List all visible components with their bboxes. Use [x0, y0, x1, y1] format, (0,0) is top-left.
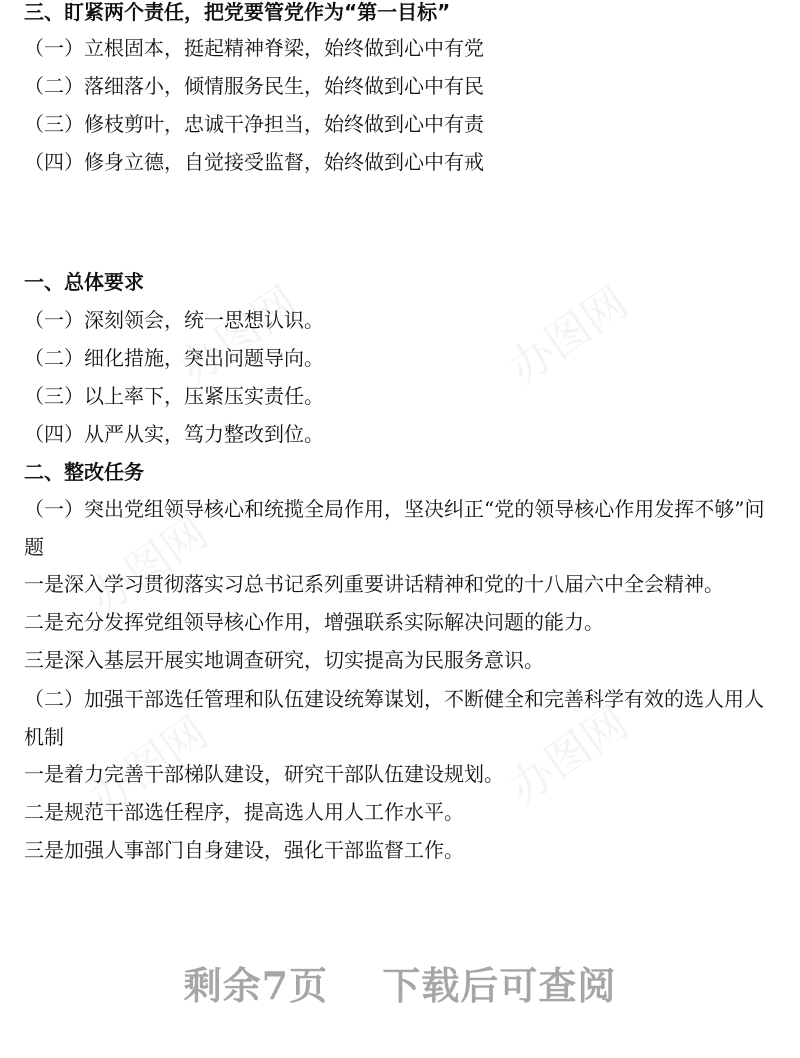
part2-sub1-item: 一是深入学习贯彻落实习总书记系列重要讲话精神和党的十八届六中全会精神。 — [24, 572, 724, 596]
part2-sub2-item: 一是着力完善干部梯队建设，研究干部队伍建设规划。 — [24, 762, 504, 786]
part2-sub2-item: 二是规范干部选任程序，提高选人用人工作水平。 — [24, 800, 464, 824]
part2-sub1-title: （一）突出党组领导核心和统揽全局作用，坚决纠正“党的领导核心作用发挥不够”问题 — [24, 497, 765, 559]
part1-item: （三）以上率下，压紧压实责任。 — [24, 384, 324, 408]
part2-heading: 二、整改任务 — [24, 460, 144, 484]
remaining-pages-text: 剩余7页 — [183, 963, 329, 1008]
download-to-view-text: 下载后可查阅 — [382, 963, 617, 1008]
part1-item: （四）从严从实，笃力整改到位。 — [24, 422, 324, 446]
part1-item: （一）深刻领会，统一思想认识。 — [24, 308, 324, 332]
part2-sub2-item: 三是加强人事部门自身建设，强化干部监督工作。 — [24, 838, 464, 862]
part2-sub1-item: 二是充分发挥党组领导核心作用，增强联系实际解决问题的能力。 — [24, 610, 604, 634]
section3-item: （二）落细落小，倾情服务民生，始终做到心中有民 — [24, 74, 484, 98]
part1-heading: 一、总体要求 — [24, 270, 144, 294]
section3-item: （三）修枝剪叶，忠诚干净担当，始终做到心中有责 — [24, 112, 484, 136]
part2-sub2-title: （二）加强干部选任管理和队伍建设统筹谋划，不断健全和完善科学有效的选人用人机制 — [24, 687, 764, 749]
part1-item: （二）细化措施，突出问题导向。 — [24, 346, 324, 370]
section3-item: （四）修身立德，自觉接受监督，始终做到心中有戒 — [24, 150, 484, 174]
part2-sub1-item: 三是深入基层开展实地调查研究，切实提高为民服务意识。 — [24, 648, 544, 672]
section3-heading: 三、盯紧两个责任，把党要管党作为“第一目标” — [24, 0, 451, 24]
download-prompt — [0, 955, 800, 1010]
section3-item: （一）立根固本，挺起精神脊梁，始终做到心中有党 — [24, 36, 484, 60]
